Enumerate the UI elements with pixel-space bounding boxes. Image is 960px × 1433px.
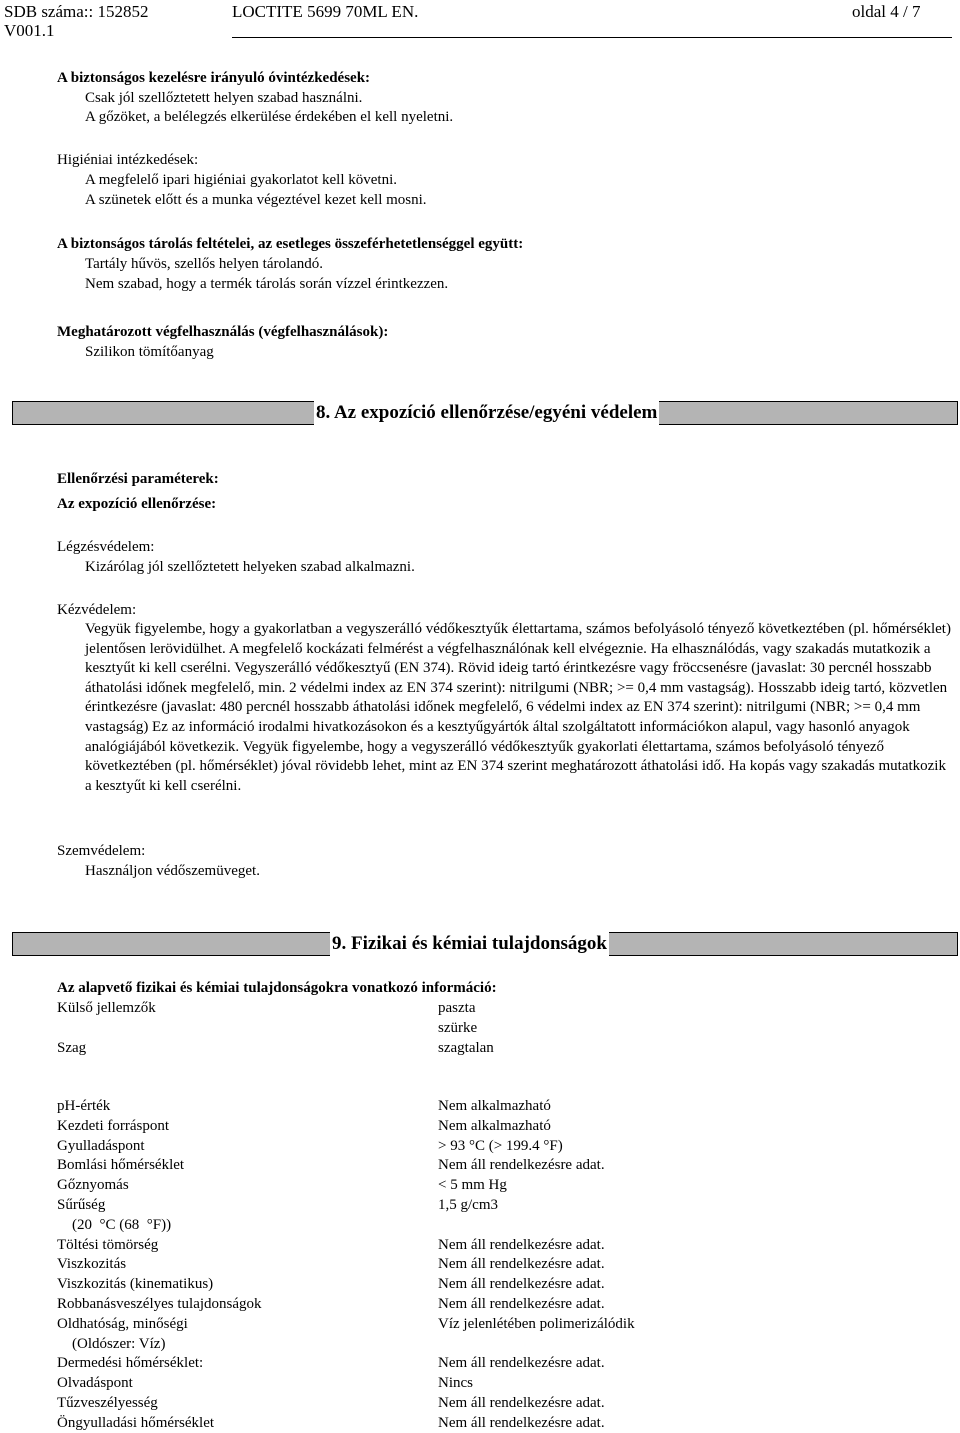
property-key: Kezdeti forráspont (57, 1117, 170, 1134)
respiratory-text: Kizárólag jól szellőztetett helyeken szabad alkalmazni. (85, 559, 415, 575)
property-key: Bomlási hőmérséklet (57, 1157, 185, 1174)
property-key: Szag (57, 1040, 87, 1056)
hygiene-line: A megfelelő ipari higiéniai gyakorlatot kell követni. (85, 172, 397, 188)
sdb-number: SDB száma:: 152852 (4, 2, 149, 21)
property-key: Viszkozitás (kinematikus) (57, 1276, 214, 1293)
property-value: Nem alkalmazható (438, 1117, 551, 1134)
version: V001.1 (4, 21, 55, 40)
property-key: Töltési tömörség (57, 1236, 159, 1253)
property-row (57, 1136, 947, 1156)
properties-info-heading: Az alapvető fizikai és kémiai tulajdonságokra vonatkozó információ: (57, 980, 497, 996)
property-row (57, 1373, 947, 1393)
property-key: Sűrűség (57, 1197, 106, 1213)
property-value: Nem alkalmazható (438, 1098, 551, 1114)
property-key: Robbanásveszélyes tulajdonságok (57, 1296, 262, 1312)
property-row (57, 1195, 947, 1215)
property-row (57, 1413, 947, 1433)
property-key: (20 °C (68 °F)) (57, 1216, 172, 1233)
property-key: Külső jellemzők (57, 1000, 156, 1016)
property-value: Nem áll rendelkezésre adat. (438, 1395, 605, 1411)
property-row (57, 1353, 947, 1373)
property-value: Nem áll rendelkezésre adat. (438, 1355, 605, 1372)
property-row (57, 1314, 947, 1334)
property-value: Víz jelenlétében polimerizálódik (438, 1315, 635, 1332)
property-row (57, 1175, 947, 1195)
hygiene-heading: Higiéniai intézkedések: (57, 152, 199, 168)
enduse-line: Szilikon tömítőanyag (85, 344, 214, 360)
storage-line: Nem szabad, hogy a termék tárolás során vízzel érintkezzen. (85, 276, 449, 292)
property-key: Olvadáspont (57, 1375, 133, 1392)
page-number: oldal 4 / 7 (852, 2, 921, 21)
property-row (57, 1393, 947, 1413)
property-value: Nem áll rendelkezésre adat. (438, 1276, 605, 1293)
eye-protection-label: Szemvédelem: (57, 843, 146, 859)
handling-line: Csak jól szellőztetett helyen szabad használni. (85, 90, 363, 106)
property-value: Nem áll rendelkezésre adat. (438, 1414, 605, 1431)
property-key: Tűzveszélyesség (57, 1395, 158, 1411)
product-name: LOCTITE 5699 70ML EN. (232, 2, 419, 21)
property-row (57, 1038, 947, 1058)
property-row (57, 1235, 947, 1255)
property-key: Dermedési hőmérséklet: (57, 1355, 204, 1372)
property-row (57, 1254, 947, 1274)
respiratory-label: Légzésvédelem: (57, 539, 155, 555)
exposure-control-heading: Az expozíció ellenőrzése: (57, 496, 217, 512)
control-params-heading: Ellenőrzési paraméterek: (57, 471, 219, 487)
handling-line: A gőzöket, a belélegzés elkerülése érdekében el kell nyeletni. (85, 109, 454, 125)
property-value: Nem áll rendelkezésre adat. (438, 1256, 605, 1273)
property-value: Nem áll rendelkezésre adat. (438, 1157, 605, 1174)
property-key: Oldhatóság, minőségi (57, 1315, 188, 1332)
property-key: Viszkozitás (57, 1256, 127, 1273)
section-9-title: 9. Fizikai és kémiai tulajdonságok (332, 933, 607, 954)
storage-heading: A biztonságos tárolás feltételei, az esetleges összeférhetetlenséggel együtt: (57, 236, 524, 252)
property-value: > 93 °C (> 199.4 °F) (438, 1137, 563, 1154)
header-rule (232, 37, 952, 38)
enduse-heading: Meghatározott végfelhasználás (végfelhasználások): (57, 324, 389, 340)
property-row (57, 1096, 947, 1116)
property-row (57, 1294, 947, 1314)
property-key: Gyulladáspont (57, 1137, 145, 1154)
property-row (57, 1274, 947, 1294)
section-8-title: 8. Az expozíció ellenőrzése/egyéni védelem (316, 402, 658, 423)
property-value: szürke (438, 1020, 478, 1036)
property-key: Gőznyomás (57, 1177, 129, 1194)
hand-protection-text: Vegyük figyelembe, hogy a gyakorlatban a vegyszerálló védőkesztyűk élettartama, számos befolyásoló tényező következtében (pl. hőmérséklet) jelentősen lerövidülhet. A megfelelő kockázati felmérést a végfelhasználónak kell elvégeznie. Ha elhasználódás, vagy szakadás mutatkozik a kesztyűt ki kell cserélni. Vegyszerálló védőkesztyű (EN 374). Rövid ideig tartó érintkezésre vagy fröccsenésre (javaslat: 30 percnél hosszabb áthatolási időnek megfelelő, min. 2 védelmi index az EN 374 szerint): nitrilgumi (NBR; >= 0,4 mm vastagság). Hosszabb ideig tartó, közvetlen érintkezésre (javaslat: 480 percnél hosszabb áthatolási időnek megfelelő, 6 védelmi index az EN 374 szerint): nitrilgumi (NBR; >= 0,4 mm vastagság) Ez az információ irodalmi hivatkozásokon és a kesztyűgyártók által szolgáltatott információkon alapul, vagy hasonló anyagok analógiájából következik. Vegyük figyelembe, hogy a vegyszerálló védőkesztyűk gyakorlati élettartama, számos befolyásoló tényező következtében (pl. hőmérséklet) jóval rövidebb lehet, mint az EN 374 szerint meghatározott áthatolási idő. Ha kopás vagy szakadás mutatkozik a kesztyűt ki kell cserélni. (85, 621, 951, 794)
property-key: pH-érték (57, 1098, 111, 1114)
property-value: szagtalan (438, 1040, 494, 1056)
property-key: (Oldószer: Víz) (57, 1335, 166, 1352)
property-value: 1,5 g/cm3 (438, 1197, 498, 1213)
hand-protection-label: Kézvédelem: (57, 602, 137, 618)
property-value: Nem áll rendelkezésre adat. (438, 1236, 605, 1253)
property-row (57, 1116, 947, 1136)
property-row (57, 1215, 947, 1235)
eye-protection-text: Használjon védőszemüveget. (85, 863, 260, 879)
storage-line: Tartály hűvös, szellős helyen tárolandó. (85, 256, 324, 272)
property-row (57, 1334, 947, 1354)
property-key: Öngyulladási hőmérséklet (57, 1414, 215, 1431)
property-value: < 5 mm Hg (438, 1177, 507, 1194)
hygiene-line: A szünetek előtt és a munka végeztével kezet kell mosni. (85, 192, 427, 208)
property-row (57, 998, 947, 1018)
property-value: Nem áll rendelkezésre adat. (438, 1296, 605, 1312)
property-value: paszta (438, 1000, 476, 1016)
handling-heading: A biztonságos kezelésre irányuló óvintézkedések: (57, 70, 371, 86)
property-row (57, 1018, 947, 1038)
property-row (57, 1155, 947, 1175)
property-value: Nincs (438, 1375, 473, 1392)
